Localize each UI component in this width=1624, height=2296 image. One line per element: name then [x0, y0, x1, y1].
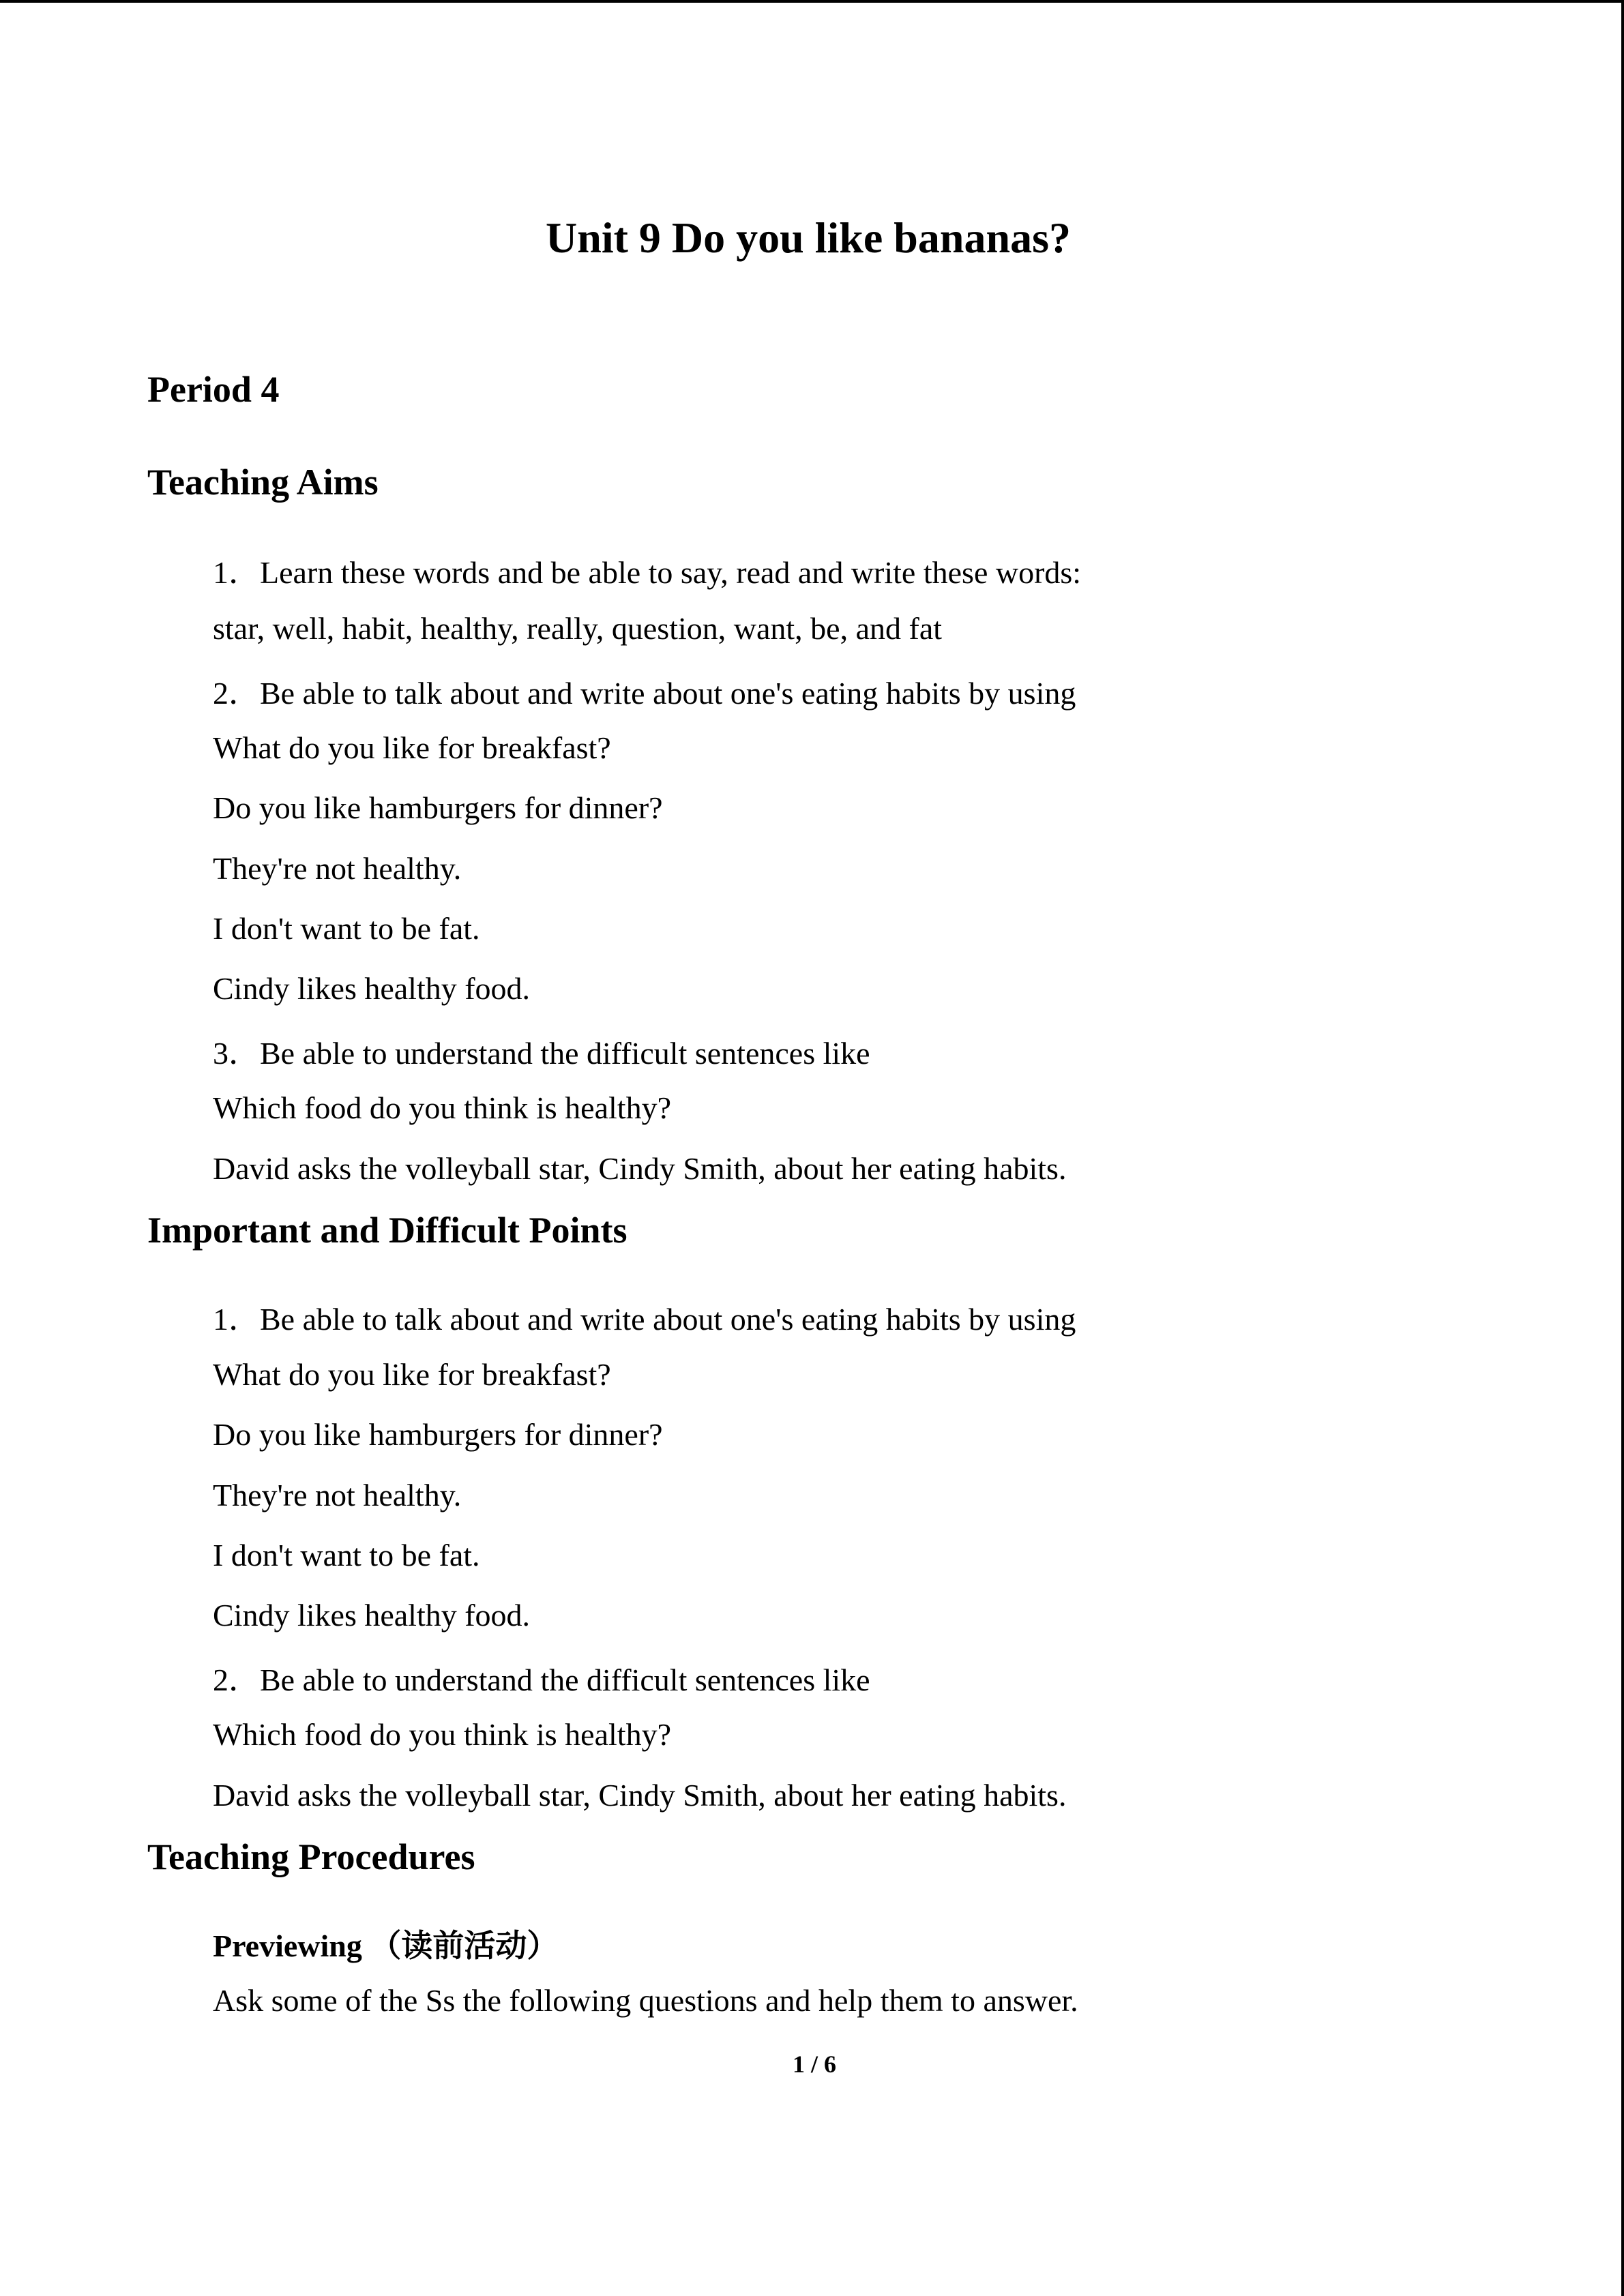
- aims-line-4: What do you like for breakfast?: [213, 730, 611, 765]
- period-heading: Period 4: [147, 369, 280, 410]
- points-line-1: 1．Be able to talk about and write about one's eating habits by using: [213, 1302, 1076, 1337]
- aims-line-6: They're not healthy.: [213, 851, 462, 886]
- points-line-8: Which food do you think is healthy?: [213, 1717, 671, 1752]
- aims-line-5: Do you like hamburgers for dinner?: [213, 790, 663, 825]
- aims-line-3: 2．Be able to talk about and write about one's eating habits by using: [213, 676, 1076, 711]
- points-line-9: David asks the volleyball star, Cindy Smith, about her eating habits.: [213, 1778, 1067, 1813]
- aims-line-8: Cindy likes healthy food.: [213, 971, 531, 1006]
- aims-line-7: I don't want to be fat.: [213, 911, 480, 946]
- page-border-top: [0, 0, 1624, 3]
- important-points-heading: Important and Difficult Points: [147, 1210, 628, 1251]
- procedures-line-1: Ask some of the Ss the following questions and help them to answer.: [213, 1983, 1078, 2018]
- aims-line-9: 3．Be able to understand the difficult sentences like: [213, 1036, 870, 1071]
- aims-line-10: Which food do you think is healthy?: [213, 1090, 671, 1125]
- points-line-2: What do you like for breakfast?: [213, 1357, 611, 1392]
- points-line-5: I don't want to be fat.: [213, 1538, 480, 1572]
- points-line-4: They're not healthy.: [213, 1478, 462, 1512]
- aims-line-2: star, well, habit, healthy, really, question, want, be, and fat: [213, 611, 943, 646]
- page-number: 1 / 6: [793, 2051, 837, 2078]
- points-line-6: Cindy likes healthy food.: [213, 1598, 531, 1632]
- page-border-right: [1621, 0, 1624, 2296]
- previewing-subheading: Previewing （读前活动）: [213, 1928, 559, 1963]
- points-line-7: 2．Be able to understand the difficult sentences like: [213, 1663, 870, 1697]
- document-title: Unit 9 Do you like bananas?: [546, 213, 1071, 262]
- aims-line-11: David asks the volleyball star, Cindy Smith, about her eating habits.: [213, 1151, 1067, 1186]
- aims-line-1: 1．Learn these words and be able to say, read and write these words:: [213, 555, 1082, 590]
- teaching-aims-heading: Teaching Aims: [147, 462, 379, 503]
- points-line-3: Do you like hamburgers for dinner?: [213, 1417, 663, 1452]
- teaching-procedures-heading: Teaching Procedures: [147, 1836, 475, 1877]
